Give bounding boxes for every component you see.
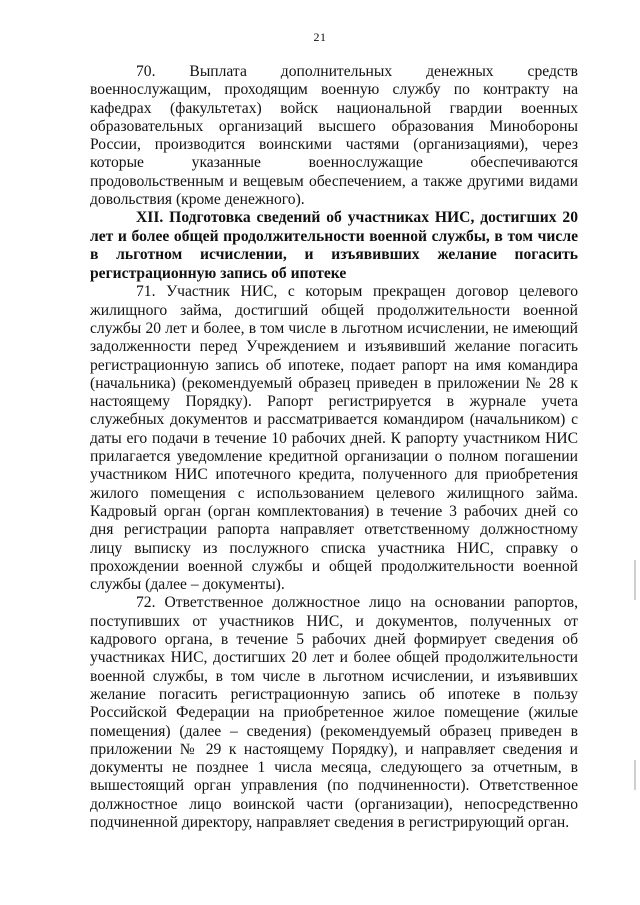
paragraph-70: 70. Выплата дополнительных денежных средств военнослужащим, проходящим военную службу по контракту на кафедрах (факультетах) войск национальной гвардии военных образовательных организаций высшего образования Минобороны России, производится воинскими частями (организациями), через которые указанные военнослужащие обеспечиваются продовольственным и вещевым обеспечением, а также другими видами довольствия (кроме денежного). — [90, 63, 578, 209]
paragraph-71: 71. Участник НИС, с которым прекращен договор целевого жилищного займа, достигший общей продолжительности военной службы 20 лет и более, в том числе в льготном исчислении, не имеющий задолженности перед Учреждением и изъявивший желание погасить регистрационную запись об ипотеке, подает рапорт на имя командира (начальника) (рекомендуемый образец приведен в приложении № 28 к настоящему Порядку). Рапорт регистрируется в журнале учета служебных документов и рассматривается командиром (начальником) с даты его подачи в течение 10 рабочих дней. К рапорту участником НИС прилагается уведомление кредитной организации о полном погашении участником НИС ипотечного кредита, полученного для приобретения жилого помещения с использованием целевого жилищного займа. Кадровый орган (орган комплектования) в течение 3 рабочих дней со дня регистрации рапорта направляет ответственному должностному лицу выписку из послужного списка участника НИС, справку о прохождении военной службы и общей продолжительности военной службы (далее – документы). — [90, 283, 578, 594]
scan-edge-mark — [634, 560, 636, 600]
section-heading-xii: XII. Подготовка сведений об участниках НИС, достигших 20 лет и более общей продолжительности военной службы, в том числе в льготном исчислении, и изъявивших желание погасить регистрационную запись об ипотеке — [90, 209, 578, 282]
paragraph-72: 72. Ответственное должностное лицо на основании рапортов, поступивших от участников НИС, и документов, полученных от кадрового органа, в течение 5 рабочих дней формирует сведения об участниках НИС, достигших 20 лет и более общей продолжительности военной службы, в том числе в льготном исчислении, и изъявивших желание погасить регистрационную запись об ипотеке в пользу Российской Федерации на приобретенное жилое помещение (жилые помещения) (далее – сведения) (рекомендуемый образец приведен в приложении № 29 к настоящему Порядку), и направляет сведения и документы не позднее 1 числа месяца, следующего за отчетным, в вышестоящий орган управления (по подчиненности). Ответственное должностное лицо воинской части (организации), непосредственно подчиненной директору, направляет сведения в регистрирующий орган. — [90, 594, 578, 831]
page-number: 21 — [313, 30, 327, 44]
document-body — [90, 63, 578, 832]
scan-edge-mark — [634, 760, 636, 790]
